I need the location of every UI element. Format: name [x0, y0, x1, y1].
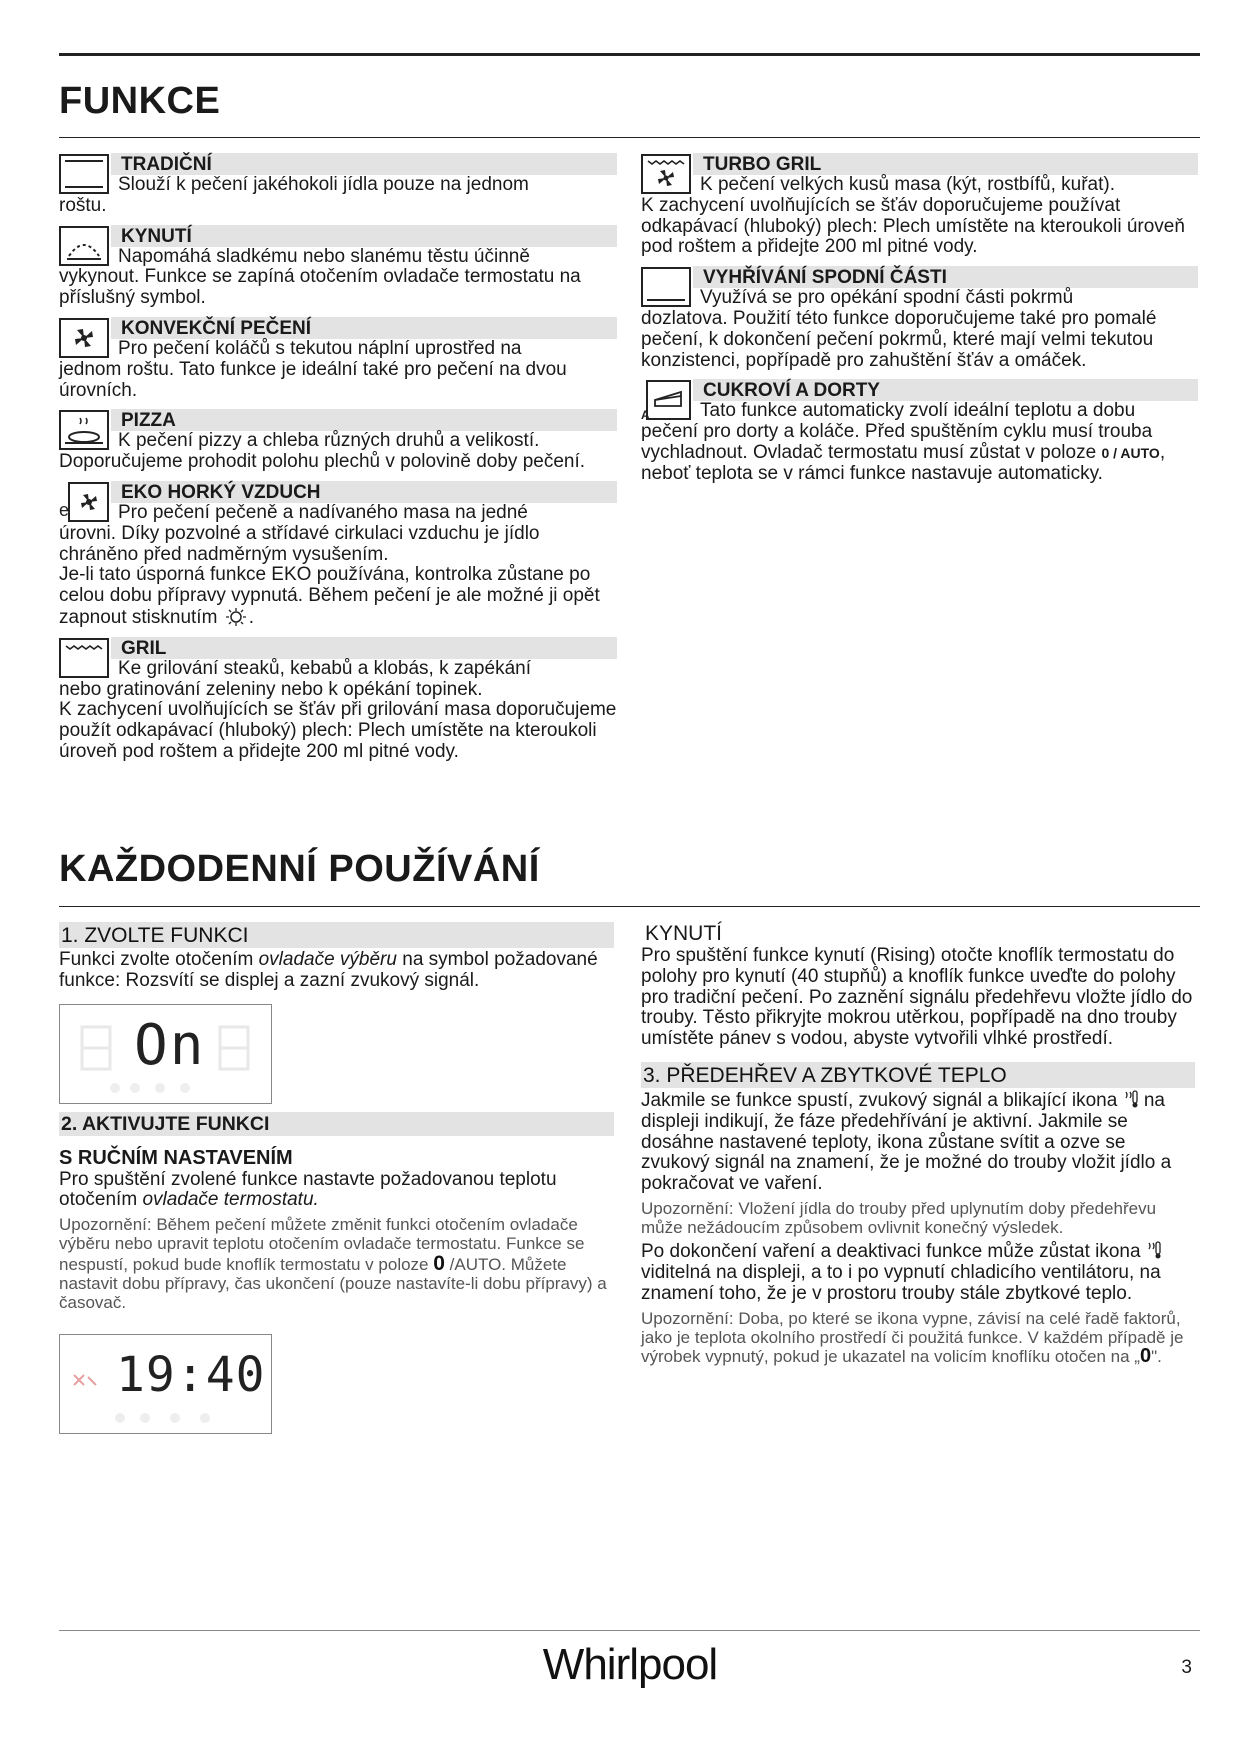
grill-icon	[59, 638, 109, 678]
section-title-daily-use: KAŽDODENNÍ POUŽÍVÁNÍ	[59, 848, 540, 890]
title-rule	[59, 137, 1200, 138]
function-name: TRADIČNÍ	[111, 153, 617, 175]
function-desc: Slouží k pečení jakéhokoli jídla pouze na jednom	[118, 174, 529, 195]
daily-left-column	[59, 922, 614, 1434]
function-rising	[59, 225, 617, 309]
function-desc-rest: dozlatova. Použití této funkce doporučujeme také pro pomalé pečení, k dokončení pečení pokrmů, které mají velmi tekutou konzistenci, popřípadě pro zahuštění šťáv a omáček.	[641, 307, 1157, 371]
light-icon	[223, 607, 249, 627]
turbo-grill-icon	[641, 154, 691, 194]
step3-text1: Jakmile se funkce spustí, zvukový signál a blikající ikona na displeji indikují, že fáze předehřívání je aktivní. Jakmile se dosáhne nastavené teploty, ikona zůstane svítit a ozve se zvukový signál na znamení, že je možné do trouby vložit jídlo a pokračovat ve vaření.	[641, 1089, 1172, 1195]
function-turbo-grill	[641, 153, 1198, 258]
top-rule	[59, 53, 1200, 56]
function-name: KONVEKČNÍ PEČENÍ	[111, 317, 617, 339]
function-traditional	[59, 153, 617, 217]
function-desc-end: , neboť teplota se v rámci funkce nastavuje automaticky.	[641, 441, 1166, 484]
function-desc-rest: Doporučujeme prohodit polohu plechů v polovině doby pečení.	[59, 451, 586, 473]
step2-note: Upozornění: Během pečení můžete změnit funkci otočením ovladače výběru nebo upravit teplotu otočením ovladače termostatu. Funkce se nespustí, pokud bude knoflík termostatu v poloze 0 /AUTO. Můžete nastavit dobu přípravy, čas ukončení (pouze nastavíte-li dobu přípravy) a časovač.	[59, 1215, 607, 1312]
function-convection	[59, 317, 617, 401]
traditional-icon	[59, 154, 109, 194]
function-pizza	[59, 409, 617, 473]
functions-left-column	[59, 153, 617, 763]
functions-right-column	[641, 153, 1198, 485]
function-eco-fan	[59, 481, 617, 629]
function-desc: K pečení velkých kusů masa (kýt, rostbífů, kuřat).	[700, 174, 1115, 195]
function-desc-rest: K zachycení uvolňujících se šťáv doporučujeme používat odkapávací (hluboký) plech: Plech umístěte na kteroukoli úroveň pod roštem a přidejte 200 ml pitné vody.	[641, 194, 1185, 258]
function-desc-extra: K zachycení uvolňujících se šťáv při grilování masa doporučujeme použít odkapávací (hluboký) plech: Plech umístěte na kteroukoli úroveň pod roštem a přidejte 200 ml pitné vody.	[59, 699, 617, 762]
step3-note1: Upozornění: Vložení jídla do trouby před uplynutím doby předehřevu může nežádoucím způsobem ovlivnit konečný výsledek.	[641, 1198, 1157, 1238]
footer-rule	[59, 1630, 1200, 1631]
function-desc-rest: pečení pro dorty a koláče. Před spuštěním cyklu musí trouba vychladnout. Ovladač termostatu musí zůstat v poloze	[641, 421, 1153, 463]
function-desc-bold: 0 / AUTO	[1101, 444, 1160, 461]
display-on	[59, 1004, 272, 1104]
step3-note2: Upozornění: Doba, po které se ikona vypne, závisí na celé řadě faktorů, jako je teplota okolního prostředí či použitá funkce. V každém případě je výrobek vypnutý, pokud je ukazatel na volicím knoflíku otočen na „0".	[641, 1308, 1184, 1368]
function-desc: Napomáhá sladkému nebo slanému těstu účinně	[118, 245, 530, 267]
daily-right-column	[641, 922, 1195, 1366]
function-desc-rest: nebo gratinování zeleniny nebo k opékání topinek.	[59, 678, 483, 700]
display-time-text: 19:40	[116, 1347, 266, 1404]
step2-subheading: S RUČNÍM NASTAVENÍM	[59, 1146, 293, 1169]
rising-icon	[59, 226, 109, 266]
rising-heading: KYNUTÍ	[645, 922, 723, 945]
step1-heading: 1. ZVOLTE FUNKCI	[59, 922, 614, 948]
rising-text: Pro spuštění funkce kynutí (Rising) otočte knoflík termostatu do polohy pro kynutí (40 stupňů) a knoflík funkce uveďte do polohy pro tradiční pečení. Po zaznění signálu předehřevu vložte jídlo do trouby. Těsto přikryjte mokrou utěrkou, popřípadě na dno trouby umístěte pánev s vodou, abyste vytvořili vlhké prostředí.	[641, 945, 1193, 1050]
function-name: GRIL	[111, 637, 617, 659]
svg-text:e: e	[59, 499, 70, 520]
brand-logo: Whirlpool	[542, 1640, 718, 1689]
function-desc: Využívá se pro opékání spodní části pokrmů	[700, 287, 1074, 309]
eco-fan-icon	[59, 482, 109, 522]
function-desc-end: .	[248, 606, 254, 628]
page-number: 3	[1181, 1657, 1192, 1678]
function-pastry-cake	[641, 379, 1198, 484]
function-name: KYNUTÍ	[111, 225, 617, 247]
preheat-icon	[1123, 1090, 1139, 1108]
function-desc-rest: vykynout. Funkce se zapíná otočením ovladače termostatu na příslušný symbol.	[59, 266, 581, 309]
function-desc-rest: jednom roštu. Tato funkce je ideální také pro pečení na dvou úrovních.	[59, 358, 567, 401]
function-desc-rest: úrovni. Díky pozvolné a střídavé cirkulaci vzduchu je jídlo chráněno před nadměrným vysušením.	[59, 522, 540, 565]
function-desc-rest: roštu.	[59, 194, 107, 216]
pizza-icon	[59, 410, 109, 450]
function-name: VYHŘÍVÁNÍ SPODNÍ ČÁSTI	[693, 266, 1198, 288]
page-title: FUNKCE	[59, 80, 221, 122]
function-name: CUKROVÍ A DORTY	[693, 379, 1198, 401]
display-on-text: On	[134, 1012, 206, 1078]
bottom-heat-icon	[641, 267, 691, 307]
function-bottom-heat	[641, 266, 1198, 371]
function-desc: Ke grilování steaků, kebabů a klobás, k zapékání	[118, 657, 531, 679]
step3-heading: 3. PŘEDEHŘEV A ZBYTKOVÉ TEPLO	[641, 1062, 1195, 1088]
function-desc: Pro pečení pečeně a nadívaného masa na jedné	[118, 501, 528, 523]
convection-fan-icon	[59, 318, 109, 358]
svg-text:A: A	[641, 408, 650, 421]
function-desc-extra: Je-li tato úsporná funkce EKO používána, kontrolka zůstane po celou dobu přípravy vypnutá. Během pečení je ale možné ji opět zapnout stisknutím	[59, 564, 600, 628]
function-grill	[59, 637, 617, 763]
display-time	[59, 1334, 272, 1434]
function-name: PIZZA	[111, 409, 617, 431]
function-desc: Tato funkce automaticky zvolí ideální teplotu a dobu	[700, 400, 1136, 422]
pastry-cake-icon	[641, 380, 691, 420]
section-rule	[59, 906, 1200, 907]
residual-heat-icon	[1146, 1241, 1162, 1259]
function-desc: K pečení pizzy a chleba různých druhů a velikostí.	[118, 430, 540, 452]
function-name: EKO HORKÝ VZDUCH	[111, 481, 617, 503]
step2-heading: 2. AKTIVUJTE FUNKCI	[59, 1112, 614, 1136]
step1-text: Funkci zvolte otočením ovladače výběru na symbol požadované funkce: Rozsvítí se displej a zazní zvukový signál.	[59, 949, 598, 991]
step2-text: Pro spuštění zvolené funkce nastavte požadovanou teplotu otočením ovladače termostatu.	[59, 1168, 557, 1211]
function-name: TURBO GRIL	[693, 153, 1198, 175]
function-desc: Pro pečení koláčů s tekutou náplní uprostřed na	[118, 337, 522, 359]
step3-text2: Po dokončení vaření a deaktivaci funkce může zůstat ikona viditelná na displeji, a to i po vypnutí chladicího ventilátoru, na znamení toho, že je v prostoru trouby stále zbytkové teplo.	[641, 1241, 1161, 1304]
